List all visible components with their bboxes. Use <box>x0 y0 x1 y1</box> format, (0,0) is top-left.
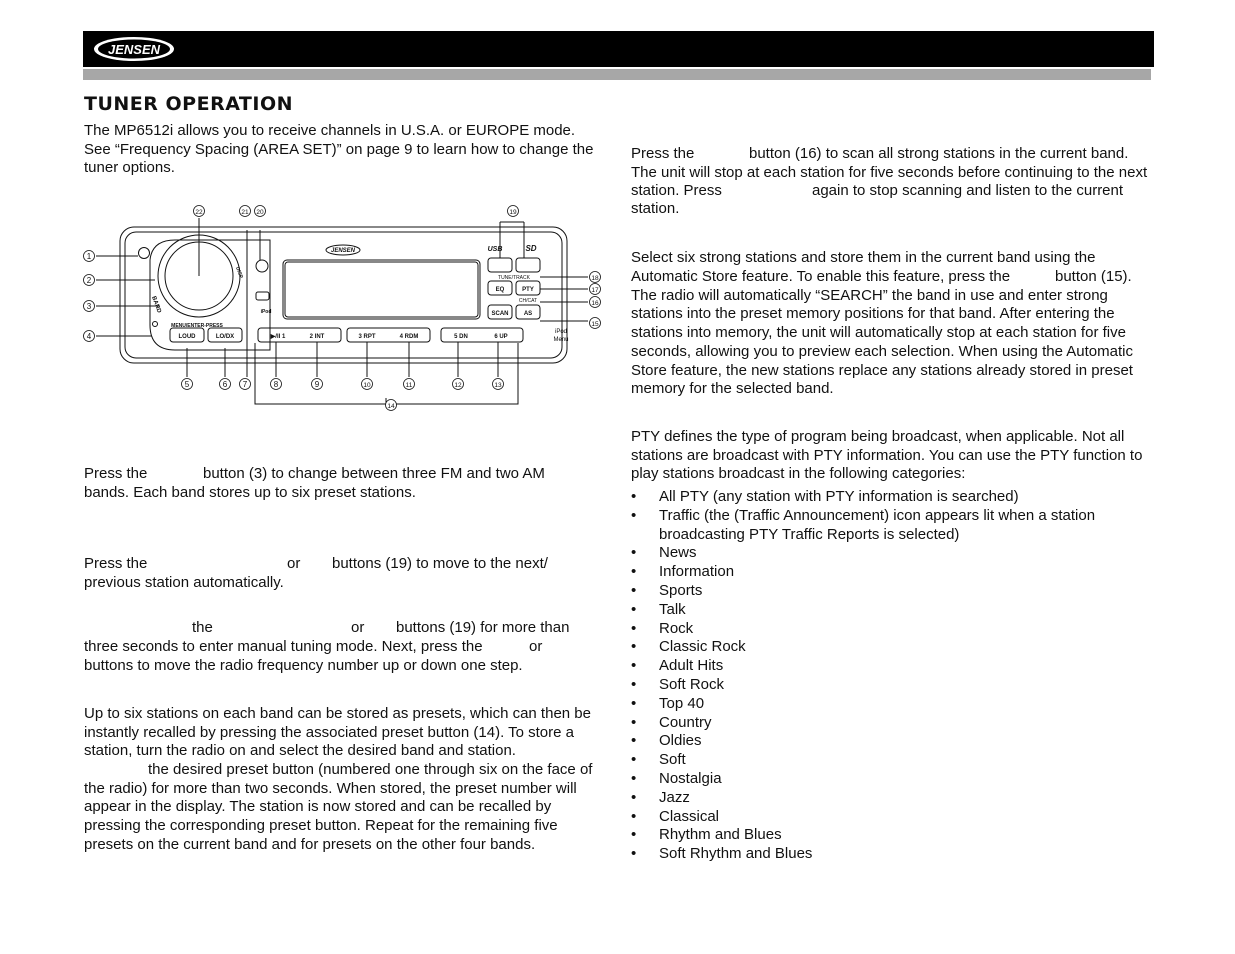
callout-number: 2 <box>86 275 92 285</box>
pty-category-item: • Classic Rock <box>631 638 1146 657</box>
preset-6-button: 6 UP <box>494 334 508 340</box>
menu-label: MENU/ENTER-PRESS <box>171 323 223 329</box>
ipod-menu-label-1: iPod <box>554 329 568 335</box>
manual-tune-text-5: buttons to move the radio frequency number up or down one step. <box>84 657 523 674</box>
manual-tune-text-4: or <box>529 638 543 655</box>
preset-5-button: 5 DN <box>454 334 468 340</box>
preset-2-button: 2 INT <box>309 334 325 340</box>
usb-logo: USB <box>487 246 503 253</box>
callout-number: 19 <box>509 208 517 216</box>
auto-tune-text-1: Press the <box>84 555 148 572</box>
pty-category-item: • Adult Hits <box>631 657 1146 676</box>
scan-text-3: again to stop scanning and listen to the current station. <box>631 182 1124 217</box>
tune-track-label: TUNE/TRACK <box>498 275 530 281</box>
header-bar <box>83 31 1154 67</box>
pty-category-item: • Soft Rhythm and Blues <box>631 845 1146 864</box>
band-paragraph: button (3) to change between three FM and two AM bands. Each band stores up to six preset stations. <box>84 465 545 501</box>
pty-category-item: • Oldies <box>631 732 1146 751</box>
pty-category-list <box>631 488 1146 864</box>
manual-tune-text-1: the <box>192 619 213 636</box>
scan-text-1: Press the <box>631 145 695 162</box>
auto-store-paragraph-2: button (15). The radio will automatically “SEARCH” the band in use and enter strong stations into the preset memory positions for that band. After entering the stations into memory, the unit will automatically stop at each station for five seconds, allowing you to preview each selection. When using the Automatic Store feature, the new stations replace any stations already stored in preset memory for the selected band. <box>631 268 1133 398</box>
scan-button: SCAN <box>491 311 509 317</box>
scan-paragraph: button (16) to scan all strong stations in the current band. The unit will stop at each station for five seconds before continuing to the next station. Press <box>631 145 1148 200</box>
section-title: TUNER OPERATION <box>84 93 294 115</box>
callout-number: 3 <box>86 301 92 311</box>
auto-store-paragraph-1: Select six strong stations and store them in the current band using the Automatic Store feature. To enable this feature, press the <box>631 249 1096 285</box>
manual-tune-paragraph: buttons (19) for more than three seconds to enter manual tuning mode. Next, press the <box>84 619 570 655</box>
ch-cat-label: CH/CAT <box>518 298 538 304</box>
callout-number: 15 <box>591 320 599 328</box>
as-button: AS <box>523 311 533 317</box>
auto-tune-paragraph: buttons (19) to move to the next/ previous station automatically. <box>84 555 548 591</box>
pty-category-item: • Talk <box>631 601 1146 620</box>
callout-number: 17 <box>591 286 599 294</box>
callout-number: 22 <box>195 208 203 216</box>
pty-category-item: • Rock <box>631 620 1146 639</box>
sd-logo: SD <box>525 244 537 253</box>
callout-number: 9 <box>314 379 320 389</box>
pty-category-item: • Nostalgia <box>631 770 1146 789</box>
preset-3-button: 3 RPT <box>358 334 376 340</box>
callout-number: 5 <box>184 379 190 389</box>
auto-tune-text-2: or <box>287 555 301 572</box>
header-underline <box>83 69 1151 80</box>
disp-label: DISP <box>234 266 244 280</box>
pty-category-item: • Soft Rock <box>631 676 1146 695</box>
pty-category-item: • News <box>631 544 1146 563</box>
callout-number: 14 <box>387 402 395 410</box>
preset-4-button: 4 RDM <box>399 334 419 340</box>
callout-number: 6 <box>222 379 228 389</box>
loud-button: LOUD <box>178 334 196 340</box>
pty-intro: PTY defines the type of program being broadcast, when applicable. Not all stations are broadcast with PTY information. You can use the PTY function to play stations broadcast in the following categories: <box>631 428 1143 483</box>
ipod-menu-label-2: Menu <box>553 337 569 343</box>
pty-category-item: • Country <box>631 714 1146 733</box>
radio-faceplate-diagram <box>80 200 610 415</box>
callout-number: 21 <box>241 208 249 216</box>
pty-category-item: • Top 40 <box>631 695 1146 714</box>
band-label: BAND <box>150 295 162 314</box>
pty-category-item: • Sports <box>631 582 1146 601</box>
eq-button: EQ <box>495 287 505 293</box>
preset-1-button: ▶/II 1 <box>270 334 286 340</box>
callout-number: 4 <box>86 331 92 341</box>
presets-paragraph-1: Up to six stations on each band can be stored as presets, which can then be instantly recalled by pressing the associated preset button (14). To store a station, turn the radio on and select the desired band and station. <box>84 705 591 760</box>
pty-category-item: • Information <box>631 563 1146 582</box>
callout-number: 8 <box>273 379 279 389</box>
pty-category-item: • All PTY (any station with PTY information is searched) <box>631 488 1146 507</box>
callout-number: 10 <box>363 381 371 389</box>
pty-category-item: • Rhythm and Blues <box>631 826 1146 845</box>
faceplate-brand: JENSEN <box>330 248 356 254</box>
svg-text:JENSEN: JENSEN <box>107 42 161 57</box>
callout-number: 13 <box>494 381 502 389</box>
ipod-logo: iPod <box>260 309 272 315</box>
pty-button: PTY <box>522 287 534 293</box>
manual-tune-text-2: or <box>351 619 365 636</box>
callout-number: 16 <box>591 299 599 307</box>
pty-category-item: • Soft <box>631 751 1146 770</box>
band-text-1: Press the <box>84 465 148 482</box>
jensen-logo <box>93 36 175 62</box>
callout-number: 12 <box>454 381 462 389</box>
callout-number: 1 <box>86 251 92 261</box>
callout-number: 20 <box>256 208 264 216</box>
callout-number: 18 <box>591 274 599 282</box>
presets-paragraph-2: the desired preset button (numbered one through six on the face of the radio) for more than two seconds. When stored, the preset number will appear in the display. The station is now stored and can be recalled by pressing the corresponding preset button. Repeat for the remaining five presets on the current band and for presets on the other four bands. <box>84 761 593 853</box>
lodx-button: LO/DX <box>215 334 235 340</box>
pty-category-item: • Traffic (the (Traffic Announcement) icon appears lit when a station broadcasting PTY Traffic Reports is selected) <box>631 507 1146 545</box>
callout-number: 11 <box>405 381 413 389</box>
pty-category-item: • Jazz <box>631 789 1146 808</box>
callout-number: 7 <box>242 379 248 389</box>
pty-category-item: • Classical <box>631 808 1146 827</box>
intro-paragraph: The MP6512i allows you to receive channels in U.S.A. or EUROPE mode. See “Frequency Spacing (AREA SET)” on page 9 to learn how to change the tuner options. <box>84 122 594 177</box>
